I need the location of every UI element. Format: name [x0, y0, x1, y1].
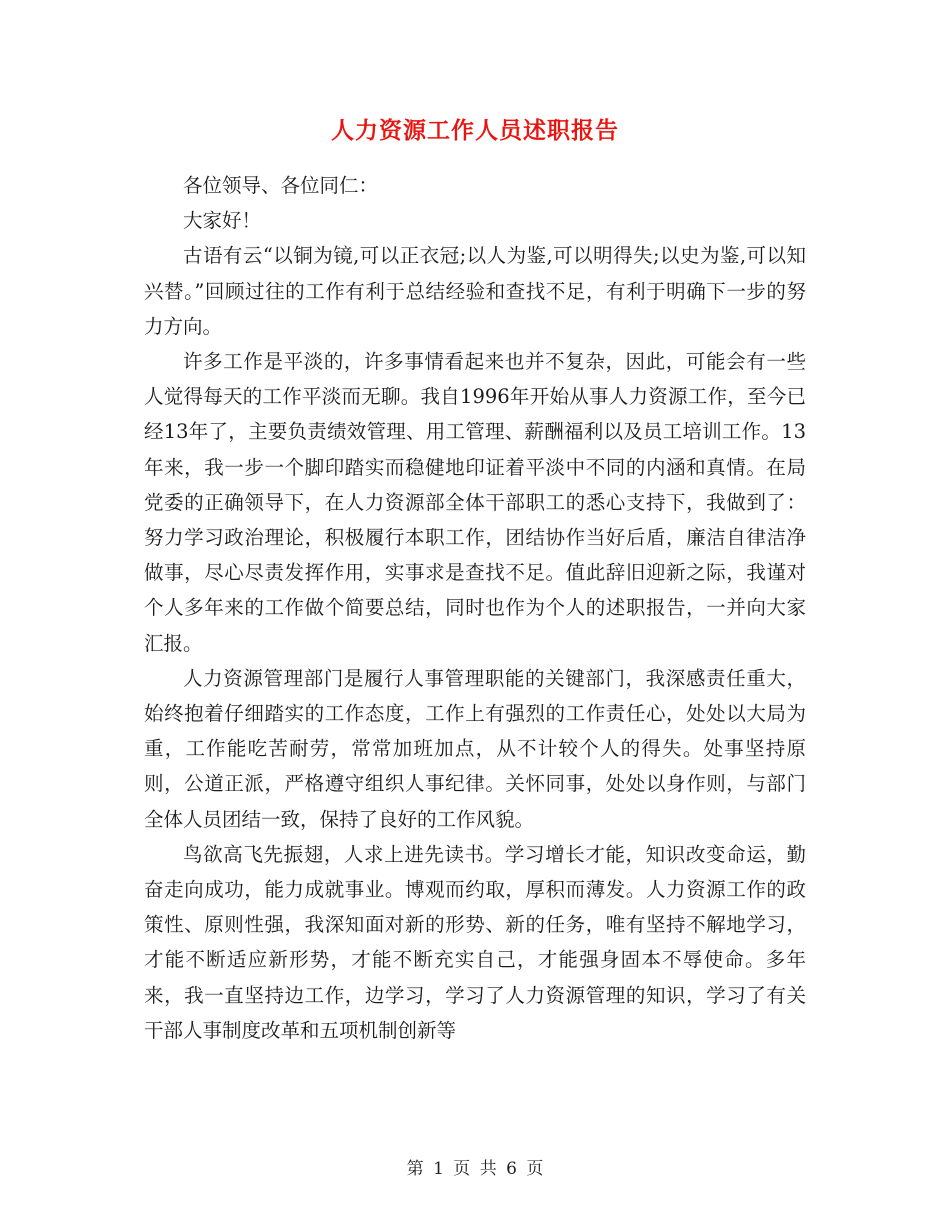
document-body: [144, 168, 806, 1048]
body-paragraph: 古语有云“以铜为镜,可以正衣冠;以人为鉴,可以明得失;以史为鉴,可以知兴替。”回顾过往的工作有利于总结经验和查找不足，有利于明确下一步的努力方向。: [144, 244, 806, 338]
salutation-paragraph: 各位领导、各位同仁：: [183, 174, 379, 197]
page-title: 人力资源工作人员述职报告: [331, 117, 619, 144]
body-paragraph: 人力资源管理部门是履行人事管理职能的关键部门，我深感责任重大，始终抱着仔细踏实的工作态度，工作上有强烈的工作责任心，处处以大局为重，工作能吃苦耐劳，常常加班加点，从不计较个人的得失。处事坚持原则，公道正派，严格遵守组织人事纪律。关怀同事，处处以身作则，与部门全体人员团结一致，保持了良好的工作风貌。: [144, 666, 806, 831]
greeting-paragraph: 大家好！: [183, 209, 262, 233]
body-paragraph: 鸟欲高飞先振翅，人求上进先读书。学习增长才能，知识改变命运，勤奋走向成功，能力成就事业。博观而约取，厚积而薄发。人力资源工作的政策性、原则性强，我深知面对新的形势、新的任务，唯有坚持不解地学习，才能不断适应新形势，才能不断充实自己，才能强身固本不辱使命。多年来，我一直坚持边工作，边学习，学习了人力资源管理的知识，学习了有关干部人事制度改革和五项机制创新等: [144, 842, 806, 1042]
body-paragraph: 许多工作是平淡的，许多事情看起来也并不复杂，因此，可能会有一些人觉得每天的工作平淡而无聊。我自1996年开始从事人力资源工作，至今已经13年了，主要负责绩效管理、用工管理、薪酬福利以及员工培训工作。13年来，我一步一个脚印踏实而稳健地印证着平淡中不同的内涵和真情。在局党委的正确领导下，在人力资源部全体干部职工的悉心支持下，我做到了：努力学习政治理论，积极履行本职工作，团结协作当好后盾，廉洁自律洁净做事，尽心尽责发挥作用，实事求是查找不足。值此辞旧迎新之际，我谨对个人多年来的工作做个简要总结，同时也作为个人的述职报告，一并向大家汇报。: [144, 350, 806, 655]
page-number-footer: 第 1 页 共 6 页: [406, 1159, 544, 1179]
